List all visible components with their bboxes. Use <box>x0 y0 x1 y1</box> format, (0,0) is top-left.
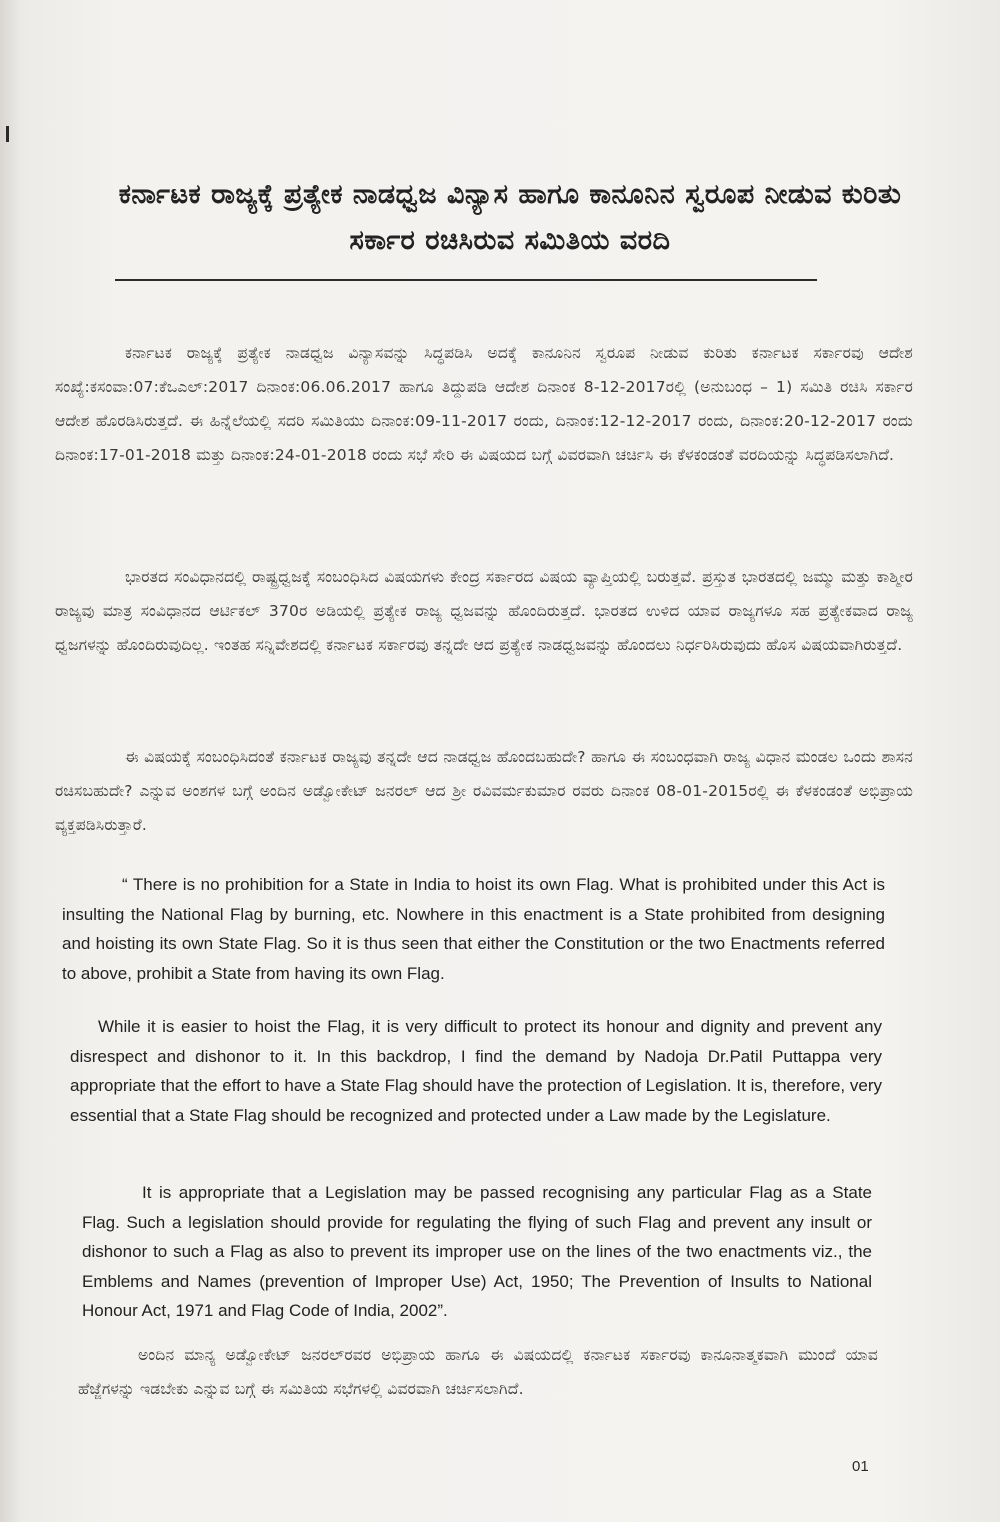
paragraph-advocate-general-opinion: ಈ ವಿಷಯಕ್ಕೆ ಸಂಬಂಧಿಸಿದಂತೆ ಕರ್ನಾಟಕ ರಾಜ್ಯವು ತನ್ನದೇ ಆದ ನಾಡಧ್ವಜ ಹೊಂದಬಹುದೇ? ಹಾಗೂ ಈ ಸಂಬಂಧವಾಗಿ ರಾಜ್ಯ ವಿಧಾನ ಮಂಡಲ ಒಂದು ಶಾಸನ ರಚಿಸಬಹುದೇ? ಎನ್ನುವ ಅಂಶಗಳ ಬಗ್ಗೆ ಅಂದಿನ ಅಡ್ವೋಕೇಟ್ ಜನರಲ್ ಆದ ಶ್ರೀ ರವಿವರ್ಮಕುಮಾರ ರವರು ದಿನಾಂಕ 08-01-2015ರಲ್ಲಿ ಈ ಕೆಳಕಂಡಂತೆ ಅಭಿಪ್ರಾಯ ವ್ಯಕ್ತಪಡಿಸಿರುತ್ತಾರೆ. <box>55 748 913 834</box>
page-number: 01 <box>852 1458 869 1475</box>
quote-paragraph-2: While it is easier to hoist the Flag, it is very difficult to protect its honour and dignity and prevent any disrespect and dishonor to it. In this backdrop, I find the demand by Nadoja Dr.Patil Puttappa very appropriate that the effort to have a State Flag should have the protection of Legislation. It is, therefore, very essential that a State Flag should be recognized and protected under a Law made by the Legislature. <box>70 1017 882 1125</box>
document-title: ಕರ್ನಾಟಕ ರಾಜ್ಯಕ್ಕೆ ಪ್ರತ್ಯೇಕ ನಾಡಧ್ವಜ ವಿನ್ಯಾಸ ಹಾಗೂ ಕಾನೂನಿನ ಸ್ವರೂಪ ನೀಡುವ ಕುರಿತು ಸರ್ಕಾರ ರಚಿಸಿರುವ ಸಮಿತಿಯ ವರದಿ <box>118 179 902 256</box>
quote-paragraph-1: “ There is no prohibition for a State in India to hoist its own Flag. What is prohibited under this Act is insulting the National Flag by burning, etc. Nowhere in this enactment is a State prohibited from designing and hoisting its own State Flag. So it is thus seen that either the Constitution or the two Enactments referred to above, prohibit a State from having its own Flag. <box>62 875 885 983</box>
paragraph-constitution-context: ಭಾರತದ ಸಂವಿಧಾನದಲ್ಲಿ ರಾಷ್ಟ್ರಧ್ವಜಕ್ಕೆ ಸಂಬಂಧಿಸಿದ ವಿಷಯಗಳು ಕೇಂದ್ರ ಸರ್ಕಾರದ ವಿಷಯ ವ್ಯಾಪ್ತಿಯಲ್ಲಿ ಬರುತ್ತವೆ. ಪ್ರಸ್ತುತ ಭಾರತದಲ್ಲಿ ಜಮ್ಮು ಮತ್ತು ಕಾಶ್ಮೀರ ರಾಜ್ಯವು ಮಾತ್ರ ಸಂವಿಧಾನದ ಆರ್ಟಿಕಲ್ 370ರ ಅಡಿಯಲ್ಲಿ ಪ್ರತ್ಯೇಕ ರಾಜ್ಯ ಧ್ವಜವನ್ನು ಹೊಂದಿರುತ್ತದೆ. ಭಾರತದ ಉಳಿದ ಯಾವ ರಾಜ್ಯಗಳೂ ಸಹ ಪ್ರತ್ಯೇಕವಾದ ರಾಜ್ಯ ಧ್ವಜಗಳನ್ನು ಹೊಂದಿರುವುದಿಲ್ಲ. ಇಂತಹ ಸನ್ನಿವೇಶದಲ್ಲಿ ಕರ್ನಾಟಕ ಸರ್ಕಾರವು ತನ್ನದೇ ಆದ ಪ್ರತ್ಯೇಕ ನಾಡಧ್ವಜವನ್ನು ಹೊಂದಲು ನಿರ್ಧರಿಸಿರುವುದು ಹೊಸ ವಿಷಯವಾಗಿರುತ್ತದೆ. <box>55 568 913 654</box>
paragraph-committee-formation: ಕರ್ನಾಟಕ ರಾಜ್ಯಕ್ಕೆ ಪ್ರತ್ಯೇಕ ನಾಡಧ್ವಜ ವಿನ್ಯಾಸವನ್ನು ಸಿದ್ಧಪಡಿಸಿ ಅದಕ್ಕೆ ಕಾನೂನಿನ ಸ್ವರೂಪ ನೀಡುವ ಕುರಿತು ಕರ್ನಾಟಕ ಸರ್ಕಾರವು ಆದೇಶ ಸಂಖ್ಯೆ:ಕಸಂವಾ:07:ಕೆಒಎಲ್:2017 ದಿನಾಂಕ:06.06.2017 ಹಾಗೂ ತಿದ್ದುಪಡಿ ಆದೇಶ ದಿನಾಂಕ 8-12-2017ರಲ್ಲಿ (ಅನುಬಂಧ – 1) ಸಮಿತಿ ರಚಿಸಿ ಸರ್ಕಾರ ಆದೇಶ ಹೊರಡಿಸಿರುತ್ತದೆ. ಈ ಹಿನ್ನೆಲೆಯಲ್ಲಿ ಸದರಿ ಸಮಿತಿಯು ದಿನಾಂಕ:09-11-2017 ರಂದು, ದಿನಾಂಕ:12-12-2017 ರಂದು, ದಿನಾಂಕ:20-12-2017 ರಂದು ದಿನಾಂಕ:17-01-2018 ಮತ್ತು ದಿನಾಂಕ:24-01-2018 ರಂದು ಸಭೆ ಸೇರಿ ಈ ವಿಷಯದ ಬಗ್ಗೆ ವಿವರವಾಗಿ ಚರ್ಚಿಸಿ ಈ ಕೆಳಕಂಡಂತೆ ವರದಿಯನ್ನು ಸಿದ್ಧಪಡಿಸಲಾಗಿದೆ. <box>55 344 913 464</box>
quote-paragraph-3: It is appropriate that a Legislation may be passed recognising any particular Flag as a State Flag. Such a legislation should provide for regulating the flying of such Flag and prevent any insult or dishonor to such a Flag as also to prevent its improper use on the lines of the two enactments viz., the Emblems and Names (prevention of Improper Use) Act, 1950; The Prevention of Insults to National Honour Act, 1971 and Flag Code of India, 2002”. <box>82 1183 872 1320</box>
margin-mark <box>6 126 9 142</box>
title-underline <box>115 279 817 281</box>
paragraph-committee-discussion: ಅಂದಿನ ಮಾನ್ಯ ಅಡ್ವೋಕೇಟ್ ಜನರಲ್‌ರವರ ಅಭಿಪ್ರಾಯ ಹಾಗೂ ಈ ವಿಷಯದಲ್ಲಿ ಕರ್ನಾಟಕ ಸರ್ಕಾರವು ಕಾನೂನಾತ್ಮಕವಾಗಿ ಮುಂದೆ ಯಾವ ಹೆಜ್ಜೆಗಳನ್ನು ಇಡಬೇಕು ಎನ್ನುವ ಬಗ್ಗೆ ಈ ಸಮಿತಿಯ ಸಭೆಗಳಲ್ಲಿ ವಿವರವಾಗಿ ಚರ್ಚಿಸಲಾಗಿದೆ. <box>78 1346 878 1398</box>
